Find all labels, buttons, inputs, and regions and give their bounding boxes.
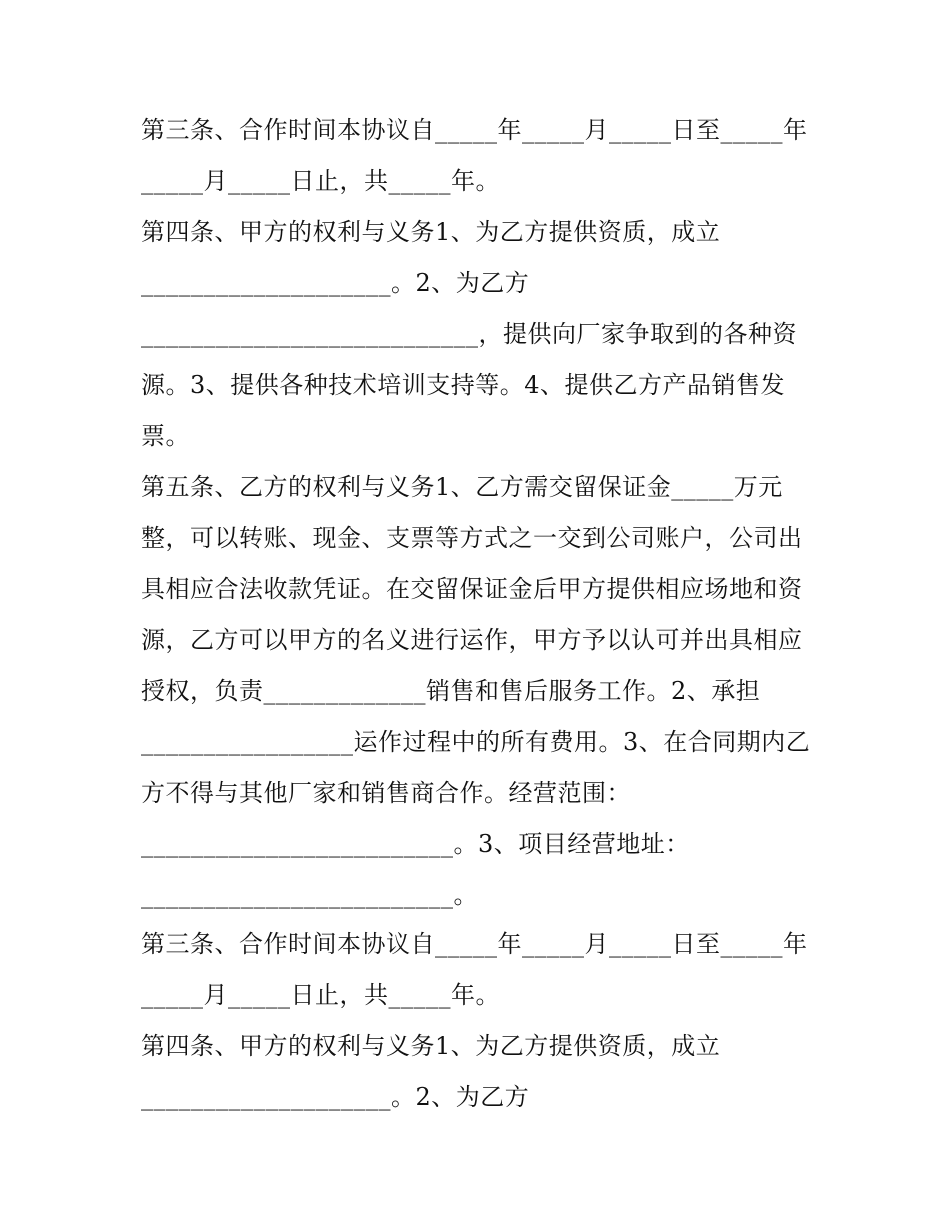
text-line: _________________________。3、项目经营地址： [141,830,690,858]
text-line: _________________________。 [141,881,478,909]
text-line: _____月_____日止，共_____年。 [141,981,500,1009]
text-line: 第四条、甲方的权利与义务1、为乙方提供资质，成立 [141,218,721,246]
text-line: 第四条、甲方的权利与义务1、为乙方提供资质，成立 [141,1032,721,1060]
text-line: _____月_____日止，共_____年。 [141,167,500,195]
text-line: _________________运作过程中的所有费用。3、在合同期内乙 [141,728,811,756]
text-line: 整，可以转账、现金、支票等方式之一交到公司账户，公司出 [141,524,803,552]
text-line: 源，乙方可以甲方的名义进行运作，甲方予以认可并出具相应 [141,626,803,654]
text-line: 授权，负责_____________销售和售后服务工作。2、承担 [141,677,761,705]
text-line: ____________________。2、为乙方 [141,269,530,297]
text-line: 源。3、提供各种技术培训支持等。4、提供乙方产品销售发 [141,371,786,399]
text-line: 具相应合法收款凭证。在交留保证金后甲方提供相应场地和资 [141,575,803,603]
text-line: ____________________。2、为乙方 [141,1083,530,1111]
text-line: 第三条、合作时间本协议自_____年_____月_____日至_____年 [141,116,808,144]
text-line: 第五条、乙方的权利与义务1、乙方需交留保证金_____万元 [141,473,783,501]
text-line: 第三条、合作时间本协议自_____年_____月_____日至_____年 [141,930,808,958]
text-line: 方不得与其他厂家和销售商合作。经营范围： [141,779,631,807]
text-line: 票。 [141,422,190,450]
text-line: ___________________________，提供向厂家争取到的各种资 [141,320,797,348]
